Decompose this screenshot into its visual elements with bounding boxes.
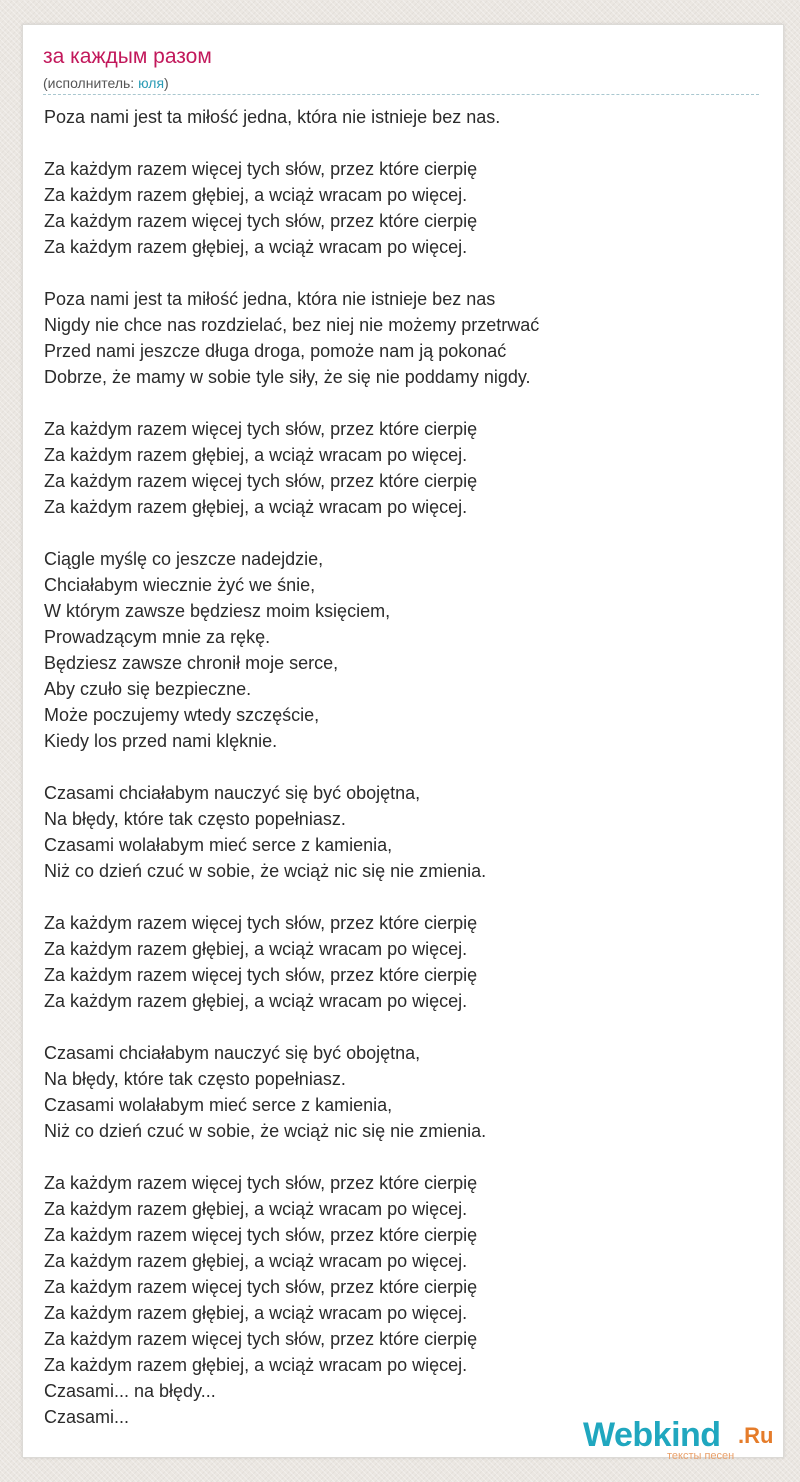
lyric-line: Niż co dzień czuć w sobie, że wciąż nic się nie zmienia. xyxy=(44,1121,487,1141)
lyric-line: W którym zawsze będziesz moim księciem, xyxy=(44,601,391,621)
lyric-line: Za każdym razem głębiej, a wciąż wracam po więcej. xyxy=(44,1355,468,1375)
stanza-break xyxy=(44,1144,764,1170)
lyric-line: Na błędy, które tak często popełniasz. xyxy=(44,809,346,829)
stanza-break xyxy=(44,390,764,416)
lyric-line: Będziesz zawsze chronił moje serce, xyxy=(44,653,339,673)
logo-tagline: тексты песен xyxy=(667,1450,735,1462)
lyric-line: Dobrze, że mamy w sobie tyle siły, że się nie poddamy nigdy. xyxy=(44,367,531,387)
lyric-line: Na błędy, które tak często popełniasz. xyxy=(44,1069,346,1089)
lyrics-card xyxy=(22,24,784,1462)
lyric-line: Za każdym razem więcej tych słów, przez które cierpię xyxy=(44,913,478,933)
stanza-break xyxy=(44,1014,764,1040)
lyric-line: Za każdym razem głębiej, a wciąż wracam po więcej. xyxy=(44,185,468,205)
stanza-break xyxy=(44,260,764,286)
lyric-line: Za każdym razem głębiej, a wciąż wracam po więcej. xyxy=(44,1303,468,1323)
title-divider xyxy=(43,94,759,95)
lyric-line: Poza nami jest ta miłość jedna, która nie istnieje bez nas. xyxy=(44,107,501,127)
lyric-line: Niż co dzień czuć w sobie, że wciąż nic się nie zmienia. xyxy=(44,861,487,881)
lyric-line: Czasami wolałabym mieć serce z kamienia, xyxy=(44,835,393,855)
artist-line xyxy=(43,74,169,92)
artist-prefix: (исполнитель: xyxy=(43,75,139,91)
lyric-line: Prowadzącym mnie za rękę. xyxy=(44,627,271,647)
lyric-line: Za każdym razem więcej tych słów, przez które cierpię xyxy=(44,1329,478,1349)
lyric-line: Przed nami jeszcze długa droga, pomoże nam ją pokonać xyxy=(44,341,507,361)
lyric-line: Za każdym razem więcej tych słów, przez które cierpię xyxy=(44,419,478,439)
lyric-line: Za każdym razem głębiej, a wciąż wracam po więcej. xyxy=(44,939,468,959)
stanza-break xyxy=(44,884,764,910)
lyric-line: Może poczujemy wtedy szczęście, xyxy=(44,705,320,725)
stanza-break xyxy=(44,520,764,546)
lyric-line: Czasami... na błędy... xyxy=(44,1381,216,1401)
lyric-line: Za każdym razem głębiej, a wciąż wracam po więcej. xyxy=(44,497,468,517)
lyric-line: Za każdym razem głębiej, a wciąż wracam po więcej. xyxy=(44,991,468,1011)
lyric-line: Za każdym razem więcej tych słów, przez które cierpię xyxy=(44,1173,478,1193)
lyric-line: Chciałabym wiecznie żyć we śnie, xyxy=(44,575,316,595)
stanza-break xyxy=(44,130,764,156)
lyric-line: Poza nami jest ta miłość jedna, która nie istnieje bez nas xyxy=(44,289,496,309)
artist-suffix: ) xyxy=(164,75,169,91)
lyric-line: Nigdy nie chce nas rozdzielać, bez niej nie możemy przetrwać xyxy=(44,315,540,335)
stanza-break xyxy=(44,754,764,780)
lyric-line: Ciągle myślę co jeszcze nadejdzie, xyxy=(44,549,324,569)
lyric-line: Za każdym razem głębiej, a wciąż wracam po więcej. xyxy=(44,1199,468,1219)
lyric-line: Za każdym razem więcej tych słów, przez które cierpię xyxy=(44,159,478,179)
artist-link[interactable]: юля xyxy=(138,75,165,91)
lyric-line: Za każdym razem głębiej, a wciąż wracam po więcej. xyxy=(44,445,468,465)
lyric-line: Za każdym razem więcej tych słów, przez które cierpię xyxy=(44,211,478,231)
lyrics-text xyxy=(44,104,764,1430)
lyric-line: Za każdym razem więcej tych słów, przez które cierpię xyxy=(44,471,478,491)
song-title: за каждым разом xyxy=(43,45,212,68)
site-logo[interactable] xyxy=(583,1415,783,1462)
lyric-line: Czasami chciałabym nauczyć się być obojętna, xyxy=(44,783,421,803)
lyric-line: Za każdym razem głębiej, a wciąż wracam po więcej. xyxy=(44,237,468,257)
lyric-line: Za każdym razem więcej tych słów, przez które cierpię xyxy=(44,1225,478,1245)
lyric-line: Za każdym razem głębiej, a wciąż wracam po więcej. xyxy=(44,1251,468,1271)
lyric-line: Czasami... xyxy=(44,1407,130,1427)
lyric-line: Czasami wolałabym mieć serce z kamienia, xyxy=(44,1095,393,1115)
logo-tld: .Ru xyxy=(738,1423,774,1448)
lyric-line: Czasami chciałabym nauczyć się być obojętna, xyxy=(44,1043,421,1063)
logo-wordmark: Webkind xyxy=(583,1416,721,1454)
lyric-line: Za każdym razem więcej tych słów, przez które cierpię xyxy=(44,965,478,985)
lyric-line: Za każdym razem więcej tych słów, przez które cierpię xyxy=(44,1277,478,1297)
lyric-line: Aby czuło się bezpieczne. xyxy=(44,679,252,699)
lyric-line: Kiedy los przed nami klęknie. xyxy=(44,731,278,751)
